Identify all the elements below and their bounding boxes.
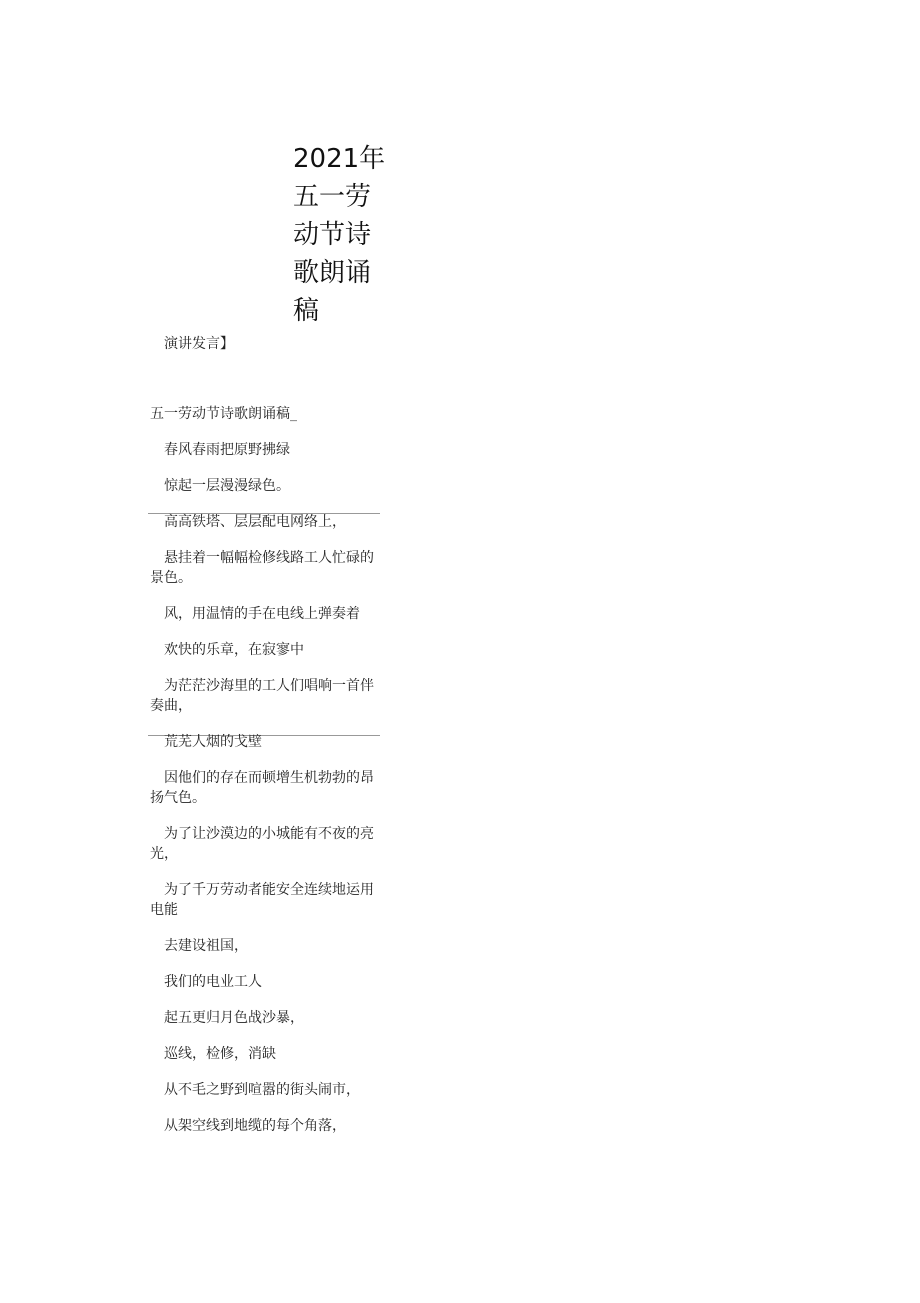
paragraph: 因他们的存在而顿增生机勃勃的昂扬气色。 (150, 770, 374, 806)
document-subtitle: 演讲发言】 (164, 336, 234, 352)
paragraph: 巡线，检修，消缺 (164, 1046, 276, 1062)
paragraph: 五一劳动节诗歌朗诵稿_ (150, 406, 297, 422)
paragraph: 从架空线到地缆的每个角落， (164, 1118, 346, 1134)
paragraph: 去建设祖国， (164, 938, 248, 954)
paragraph: 欢快的乐章，在寂寥中 (164, 642, 304, 658)
paragraph: 为了千万劳动者能安全连续地运用电能 (150, 882, 374, 918)
document-title: 2021年五一劳动节诗歌朗诵稿 (293, 144, 386, 326)
paragraph: 春风春雨把原野拂绿 (164, 442, 290, 458)
paragraph: 悬挂着一幅幅检修线路工人忙碌的景色。 (150, 550, 374, 586)
paragraph: 我们的电业工人 (164, 974, 262, 990)
paragraph: 高高铁塔、层层配电网络上， (164, 514, 346, 530)
paragraph: 为茫茫沙海里的工人们唱响一首伴奏曲， (150, 678, 374, 714)
paragraph: 惊起一层漫漫绿色。 (164, 478, 290, 494)
document-body (150, 404, 382, 1152)
paragraph: 风，用温情的手在电线上弹奏着 (164, 606, 360, 622)
paragraph: 为了让沙漠边的小城能有不夜的亮光， (150, 826, 374, 862)
paragraph: 从不毛之野到喧嚣的街头闹市， (164, 1082, 360, 1098)
paragraph: 荒芜人烟的戈壁 (164, 734, 262, 750)
paragraph: 起五更归月色战沙暴， (164, 1010, 304, 1026)
